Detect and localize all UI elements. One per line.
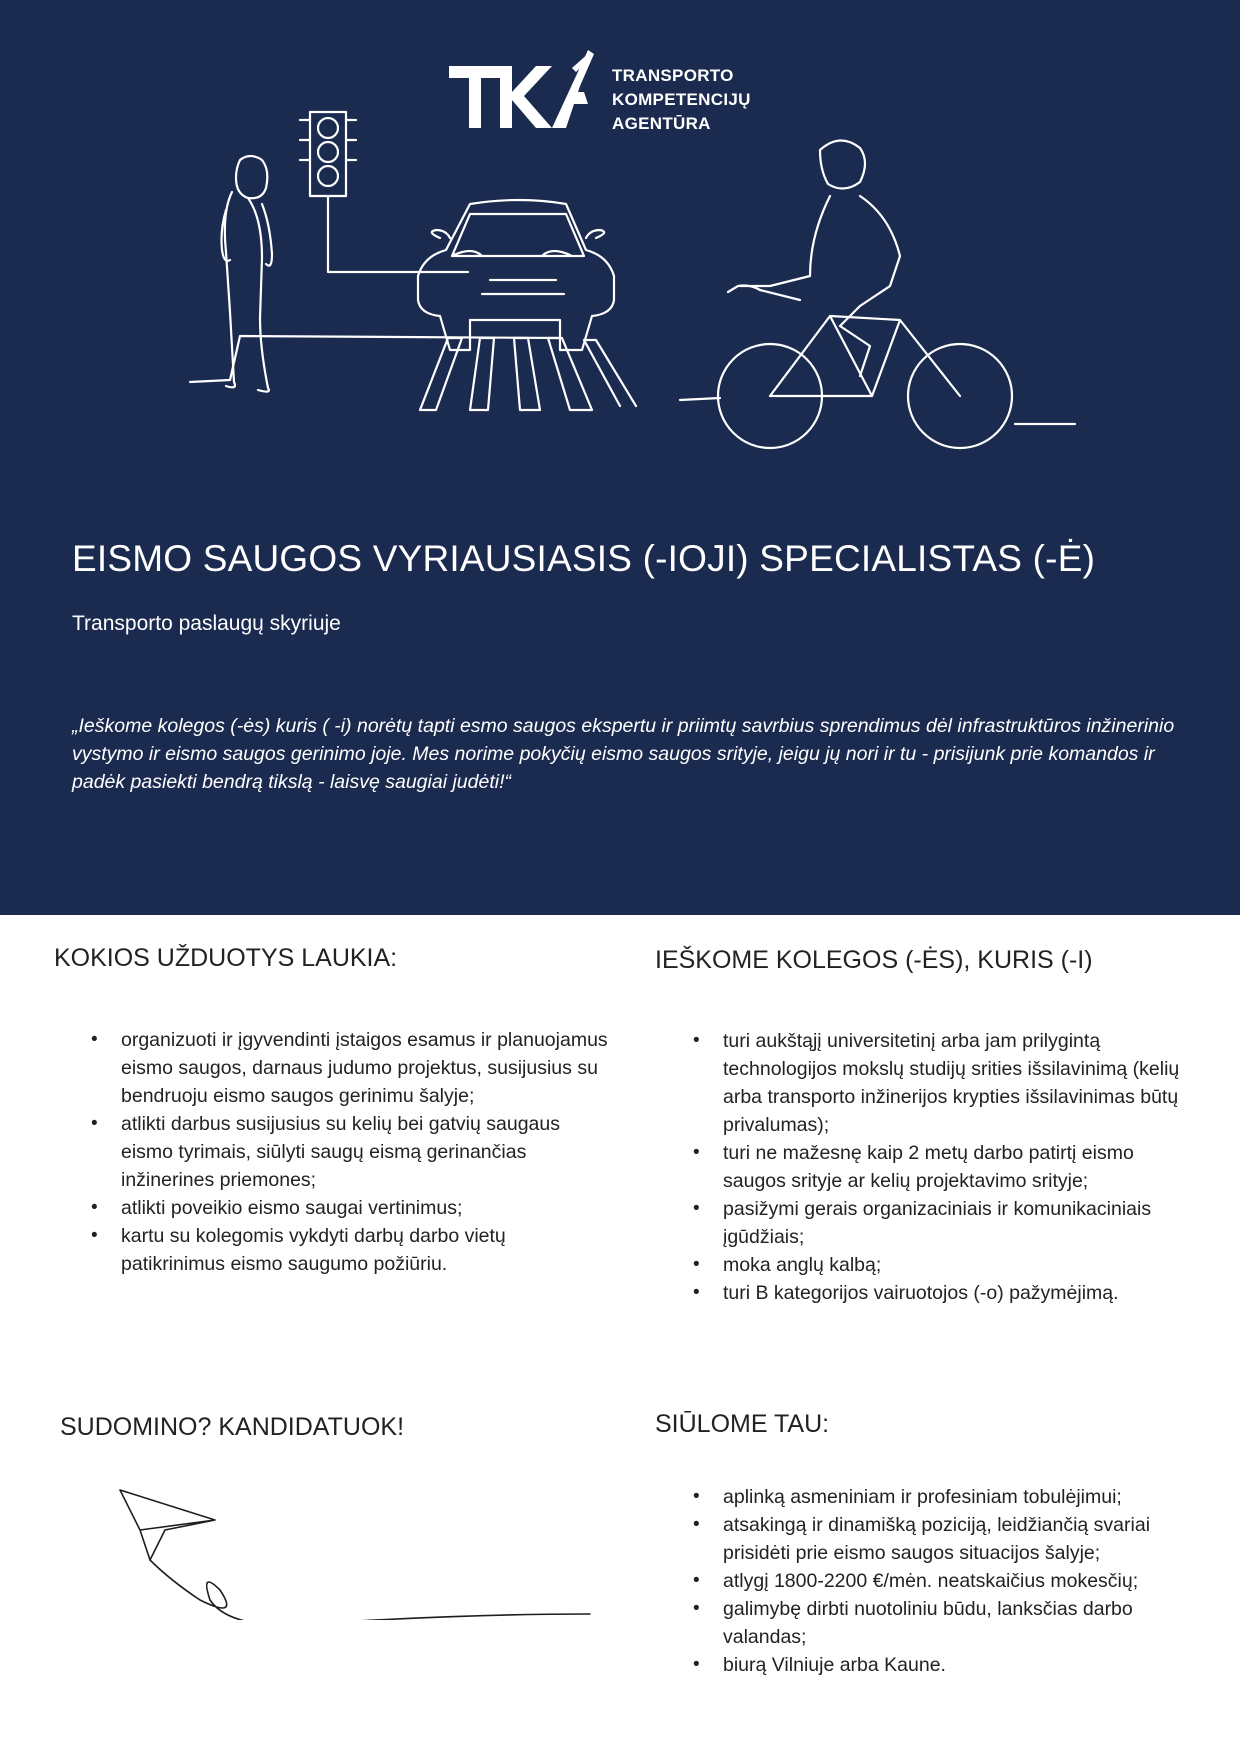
list-item: • galimybę dirbti nuotoliniu būdu, lanksčias darbo valandas; <box>723 1595 1195 1651</box>
tasks-section <box>54 944 614 1278</box>
list-item: • turi B kategorijos vairuotojos (-o) pažymėjimą. <box>723 1279 1195 1307</box>
tasks-heading: KOKIOS UŽDUOTYS LAUKIA: <box>54 944 398 972</box>
offer-section <box>655 1410 1195 1679</box>
logo-line-2: KOMPETENCIJŲ <box>612 90 751 109</box>
pedestrian-figure <box>222 156 273 392</box>
car-icon <box>418 200 614 350</box>
requirements-list <box>655 1027 1195 1307</box>
list-item: • biurą Vilniuje arba Kaune. <box>723 1651 1195 1679</box>
list-item: • turi aukštąjį universitetinį arba jam prilygintą technologijos mokslų studijų srities išsilavinimą (kelių arba transporto inžinerijos krypties išsilavinimas būtų privalumas); <box>723 1027 1195 1139</box>
tka-logo-mark <box>449 50 594 128</box>
agency-logo-text <box>612 64 751 136</box>
intro-quote: „Ieškome kolegos (-ės) kuris ( -i) norėtų tapti esmo saugos ekspertu ir priimtų savrbius sprendimus dėl infrastruktūros inžinerinio vystymo ir eismo saugos gerinimo joje. Mes norime pokyčių eismo saugos srityje, jeigu jų nori ir tu - prisijunk prie komandos ir padėk pasiekti bendrą tikslą - laisvę saugiai judėti!“ <box>72 715 1175 793</box>
list-item: • aplinką asmeniniam ir profesiniam tobulėjimui; <box>723 1483 1195 1511</box>
list-item: • pasižymi gerais organizaciniais ir komunikaciniais įgūdžiais; <box>723 1195 1195 1251</box>
logo-line-1: TRANSPORTO <box>612 66 734 85</box>
crosswalk <box>420 338 636 410</box>
list-item: • moka anglų kalbą; <box>723 1251 1195 1279</box>
list-item: • turi ne mažesnę kaip 2 metų darbo patirtį eismo saugos srityje ar kelių projektavimo srityje; <box>723 1139 1195 1195</box>
requirements-section <box>655 946 1195 1307</box>
traffic-light-icon <box>300 112 468 272</box>
department: Transporto paslaugų skyriuje <box>72 612 341 635</box>
list-item: • organizuoti ir įgyvendinti įstaigos esamus ir planuojamus eismo saugos, darnaus judumo projektus, susijusius su bendruoju eismo saugos gerinimu šalyje; <box>121 1026 614 1110</box>
tasks-list <box>54 1026 614 1278</box>
list-item: • atlikti poveikio eismo saugai vertinimus; <box>121 1194 614 1222</box>
logo-line-3: AGENTŪRA <box>612 114 711 133</box>
list-item: • atlikti darbus susijusius su kelių bei gatvių saugaus eismo tyrimais, siūlyti saugų eismą gerinančias inžinerines priemones; <box>121 1110 614 1194</box>
list-item: • atsakingą ir dinamišką poziciją, leidžiančią svariai prisidėti prie eismo saugos situacijos šalyje; <box>723 1511 1195 1567</box>
offer-list <box>655 1483 1195 1679</box>
list-item: • kartu su kolegomis vykdyti darbų darbo vietų patikrinimus eismo saugumo požiūriu. <box>121 1222 614 1278</box>
offer-heading: SIŪLOME TAU: <box>655 1410 830 1438</box>
list-item: • atlygį 1800-2200 €/mėn. neatskaičius mokesčių; <box>723 1567 1195 1595</box>
apply-section <box>60 1413 600 1442</box>
job-title: EISMO SAUGOS VYRIAUSIASIS (-IOJI) SPECIALISTAS (-Ė) <box>72 538 1096 579</box>
paper-plane-icon <box>110 1480 610 1620</box>
cyclist-figure <box>680 140 900 400</box>
requirements-heading: IEŠKOME KOLEGOS (-ĖS), KURIS (-I) <box>655 946 1093 974</box>
apply-heading: SUDOMINO? KANDIDATUOK! <box>60 1413 405 1441</box>
